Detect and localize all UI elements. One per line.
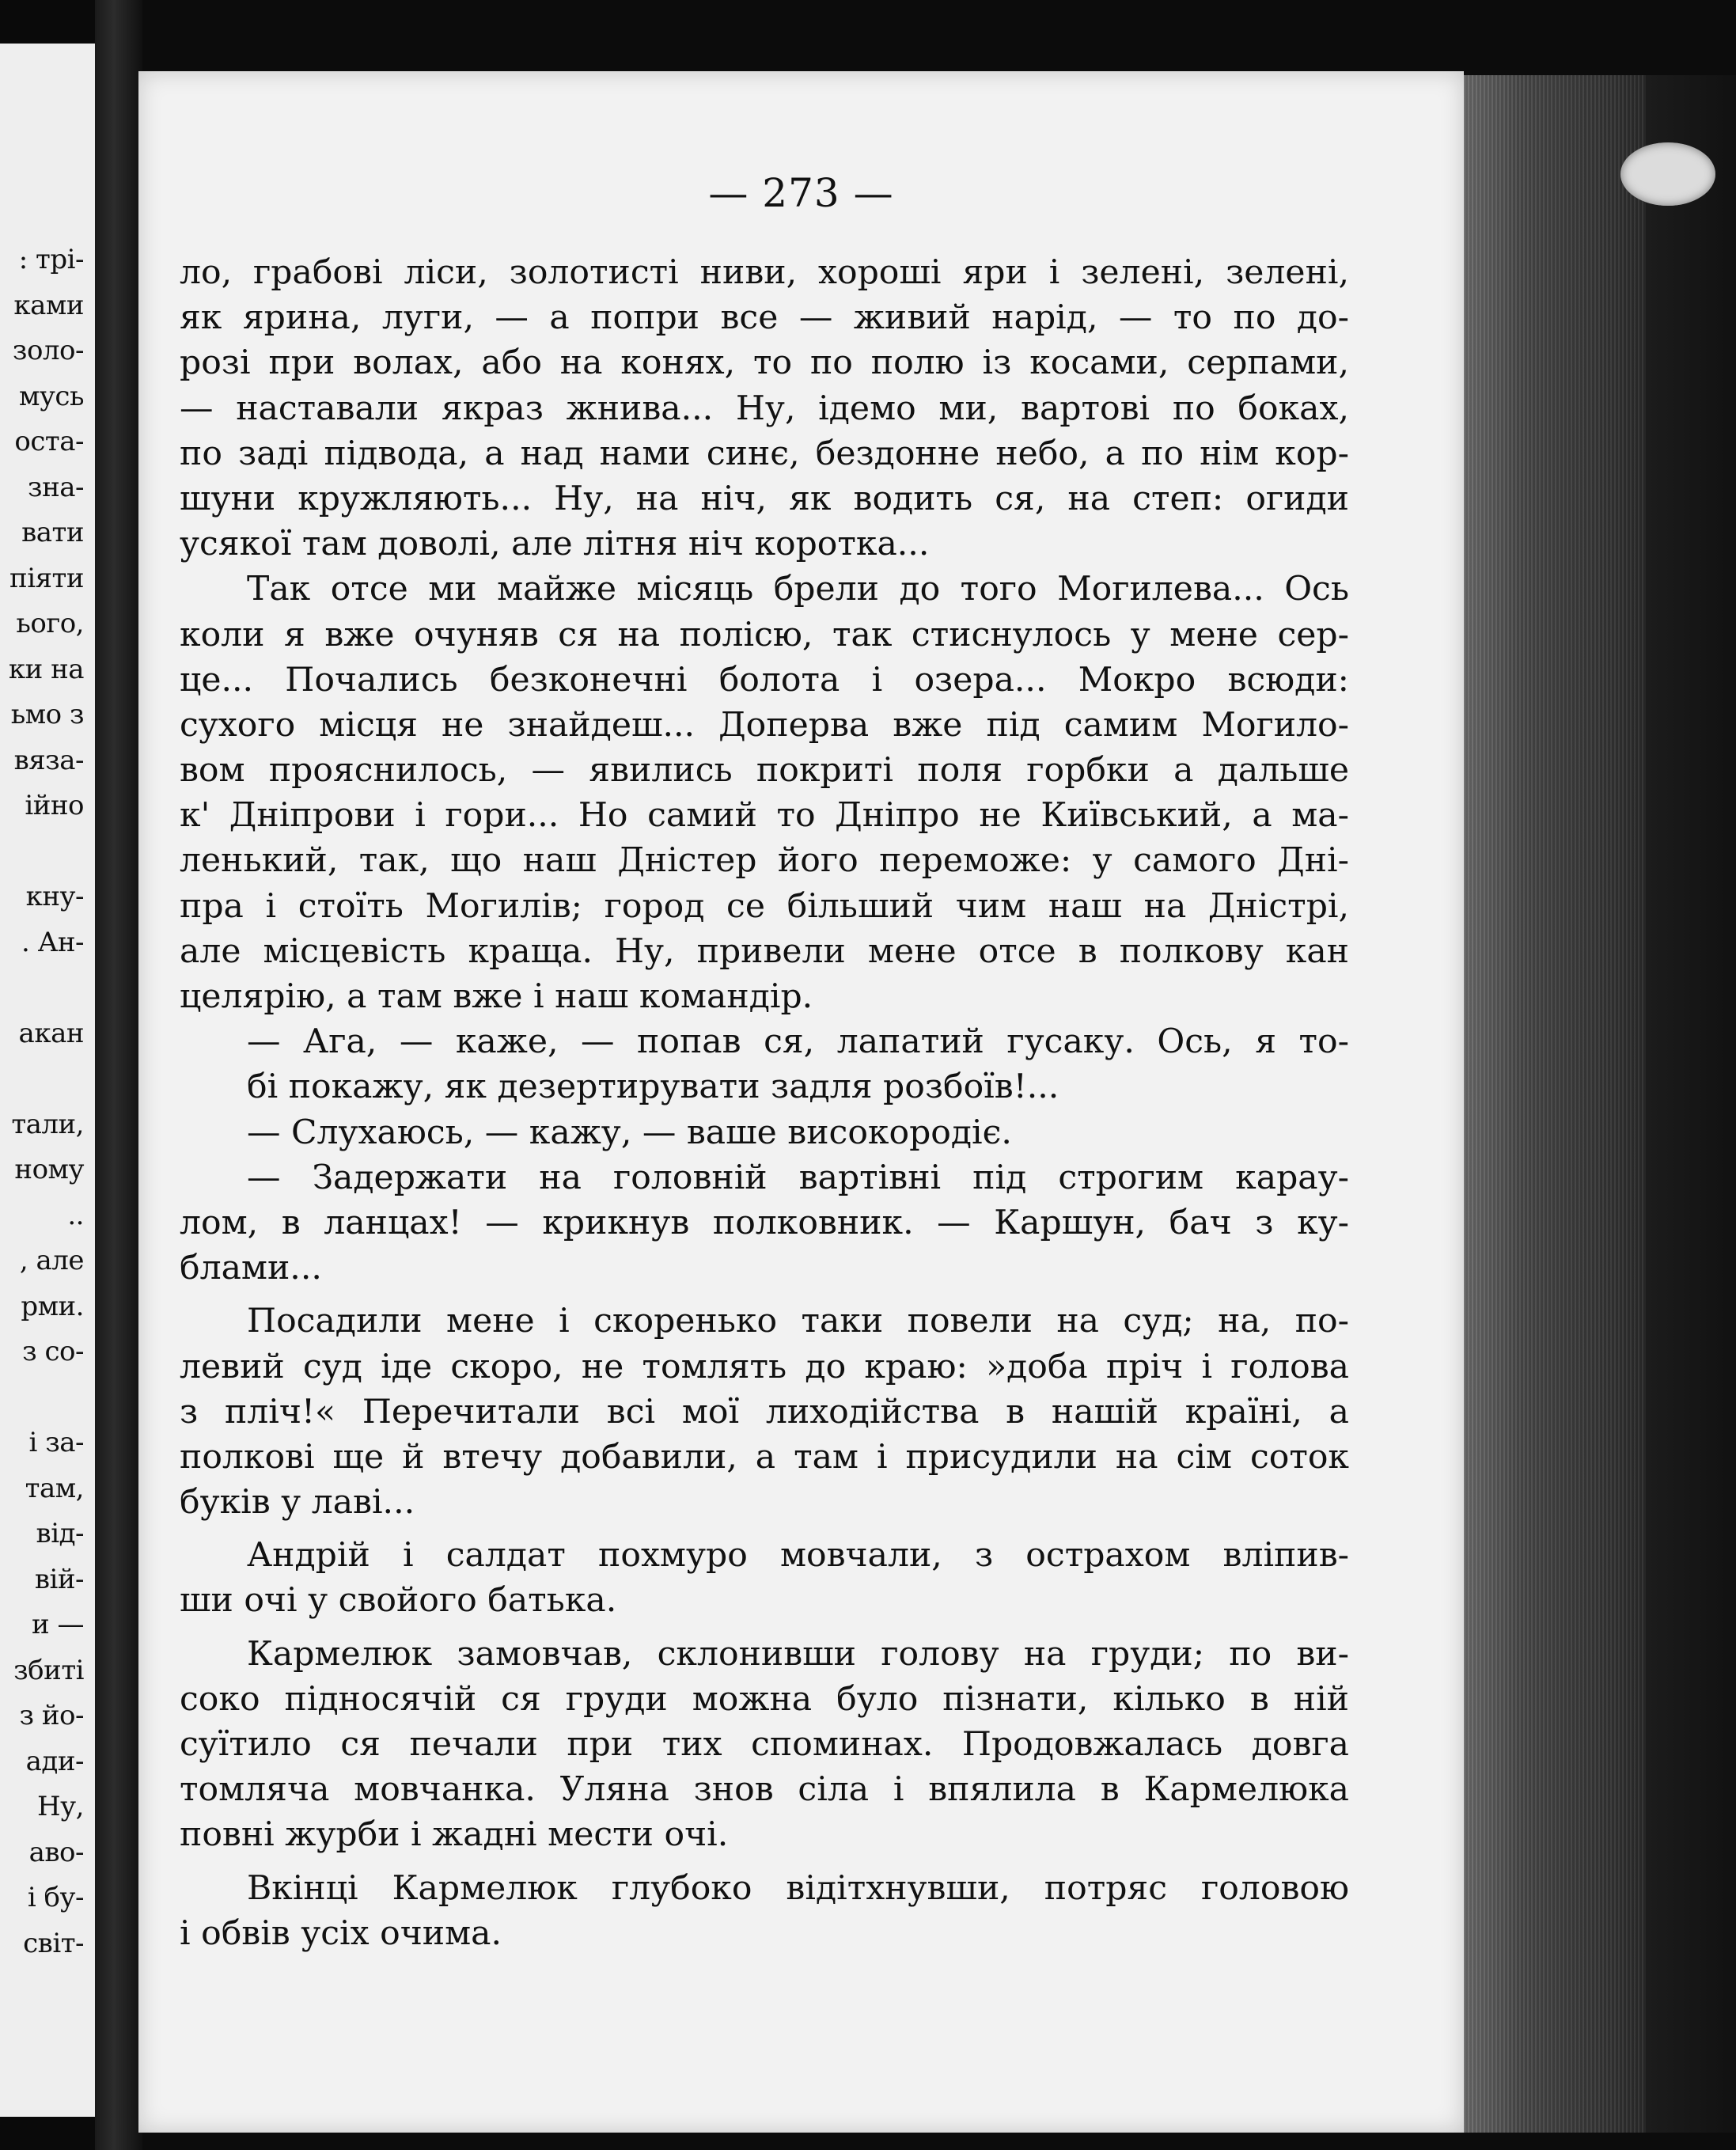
- left-page-fragment: и —: [32, 1609, 84, 1640]
- library-stamp: [1620, 142, 1715, 206]
- page-number: — 273 —: [708, 170, 894, 216]
- left-page-fragment: вяза-: [13, 744, 84, 776]
- text-line: Андрій і салдат похмуро мовчали, з острахом вліпив-: [247, 1536, 1349, 1576]
- text-line: — Ага, — каже, — попав ся, лапатий гусаку. Ось, я то-: [247, 1022, 1349, 1062]
- text-line: сухого місця не знайдеш... Доперва вже під самим Могило-: [180, 705, 1349, 745]
- left-page-fragment: мусь: [18, 380, 84, 412]
- text-line: по заді підвода, а над нами синє, бездонне небо, а по нім кор-: [180, 434, 1349, 473]
- left-page-fragment: ього,: [16, 608, 84, 639]
- text-line: Посадили мене і скоренько таки повели на суд; на, по-: [247, 1302, 1349, 1341]
- text-line: з пліч!« Перечитали всі мої лиходійства в нашій країні, а: [180, 1392, 1349, 1431]
- left-page-fragment: вати: [21, 517, 84, 548]
- text-line: соко підносячій ся груди можна було пізнати, кілько в ній: [180, 1679, 1349, 1719]
- left-page-fragment: від-: [36, 1518, 84, 1549]
- text-line: блами...: [180, 1249, 322, 1288]
- left-page-fragment: , але: [19, 1245, 84, 1276]
- left-page-fragment: ками: [13, 289, 84, 321]
- text-line: левий суд іде скоро, не томлять до краю: »доба пріч і голова: [180, 1347, 1349, 1386]
- text-line: це... Почались безконечні болота і озера... Мокро всюди:: [180, 660, 1349, 700]
- left-page: [0, 44, 95, 2117]
- text-line: буків у лаві...: [180, 1483, 415, 1522]
- left-page-fragment: [0, 829, 95, 875]
- left-page-fragment: ади-: [25, 1745, 84, 1777]
- text-line: ленький, так, що наш Дністер його переможе: у самого Дні-: [180, 841, 1349, 881]
- left-page-fragment: ьмо з: [10, 699, 84, 730]
- text-line: Вкінці Кармелюк глубоко відітхнувши, потряс головою: [247, 1868, 1349, 1908]
- left-page-fragment: кну-: [25, 881, 84, 912]
- left-page-fragment: аво-: [28, 1836, 84, 1868]
- left-page-fragment: ки на: [8, 653, 84, 685]
- left-page-fragment: світ-: [23, 1927, 84, 1959]
- text-line: бі покажу, як дезертирувати задля розбоїв!...: [247, 1067, 1059, 1107]
- left-page-fragment: тали,: [11, 1108, 84, 1140]
- left-page-fragment: зна-: [28, 471, 84, 503]
- text-line: к' Дніпрови і гори... Но самий то Дніпро не Київський, а ма-: [180, 796, 1349, 836]
- left-page-fragment: акан: [18, 1017, 84, 1049]
- left-page-fragment: там,: [25, 1472, 84, 1504]
- book-cover-edge: [1646, 75, 1736, 2133]
- text-line: — Задержати на головній вартівні під строгим карау-: [247, 1158, 1349, 1197]
- left-page-fragment: ному: [14, 1154, 84, 1185]
- text-line: шуни кружляють... Ну, на ніч, як водить ся, на степ: огиди: [180, 479, 1349, 518]
- text-line: ло, грабові ліси, золотисті ниви, хороші яри і зелені, зелені,: [180, 253, 1349, 292]
- text-line: як ярина, луги, — а попри все — живий нарід, — то по до-: [180, 298, 1349, 338]
- right-page: [138, 71, 1464, 2133]
- left-page-fragment: і за-: [28, 1427, 84, 1458]
- text-line: лом, в ланцах! — крикнув полковник. — Каршун, бач з ку-: [180, 1203, 1349, 1242]
- text-line: але місцевість краща. Ну, привели мене отсе в полкову кан: [180, 931, 1349, 971]
- left-page-fragment: [0, 1375, 95, 1421]
- text-line: Так отсе ми майже місяць брели до того Могилева... Ось: [247, 570, 1349, 609]
- text-line: целярію, а там вже і наш командір.: [180, 977, 813, 1016]
- text-line: пра і стоїть Могилів; город се більший чим наш на Дністрі,: [180, 886, 1349, 926]
- left-page-fragment: збиті: [13, 1654, 84, 1686]
- text-line: — Слухаюсь, — кажу, — ваше високородіє.: [247, 1113, 1012, 1152]
- page-body-text: [180, 250, 1349, 1956]
- text-line: — наставали якраз жнива... Ну, ідемо ми, вартові по боках,: [180, 389, 1349, 428]
- text-line: повні журби і жадні мести очі.: [180, 1815, 729, 1855]
- book-gutter: [95, 0, 142, 2150]
- left-page-fragment: [0, 1056, 95, 1102]
- left-page-fragment: ійно: [25, 790, 84, 821]
- left-page-fragment: [0, 965, 95, 1011]
- text-line: розі при волах, або на конях, то по полю із косами, серпами,: [180, 343, 1349, 383]
- left-page-fragment: з со-: [22, 1336, 84, 1367]
- left-page-fragment: рми.: [21, 1290, 84, 1322]
- text-line: коли я вже очуняв ся на полісю, так стиснулось у мене сер-: [180, 615, 1349, 654]
- left-page-fragment: оста-: [14, 426, 84, 457]
- text-line: ши очі у свойого батька.: [180, 1581, 617, 1621]
- left-page-fragment: піяти: [9, 562, 84, 594]
- book-fore-edge: [1464, 75, 1646, 2133]
- text-line: полкові ще й втечу добавили, а там і присудили на сім соток: [180, 1437, 1349, 1477]
- text-line: вом прояснилось, — явились покриті поля горбки а дальше: [180, 751, 1349, 791]
- left-page-fragment: і бу-: [27, 1882, 84, 1913]
- left-page-fragment: : трі-: [18, 244, 84, 275]
- left-page-fragment: вій-: [34, 1563, 84, 1595]
- left-page-fragment: ..: [67, 1199, 84, 1231]
- left-page-fragment: Ну,: [37, 1791, 84, 1822]
- text-line: усякої там доволі, але літня ніч коротка...: [180, 525, 930, 564]
- left-page-fragment: золо-: [12, 335, 84, 366]
- text-line: Кармелюк замовчав, склонивши голову на груди; по ви-: [247, 1634, 1349, 1674]
- text-line: і обвів усіх очима.: [180, 1913, 502, 1953]
- text-line: суїтило ся печали при тих споминах. Продовжалась довга: [180, 1725, 1349, 1764]
- left-page-fragment: з йо-: [19, 1700, 84, 1731]
- left-page-fragment: . Ан-: [21, 926, 84, 958]
- text-line: томляча мовчанка. Уляна знов сіла і впялила в Кармелюка: [180, 1770, 1349, 1810]
